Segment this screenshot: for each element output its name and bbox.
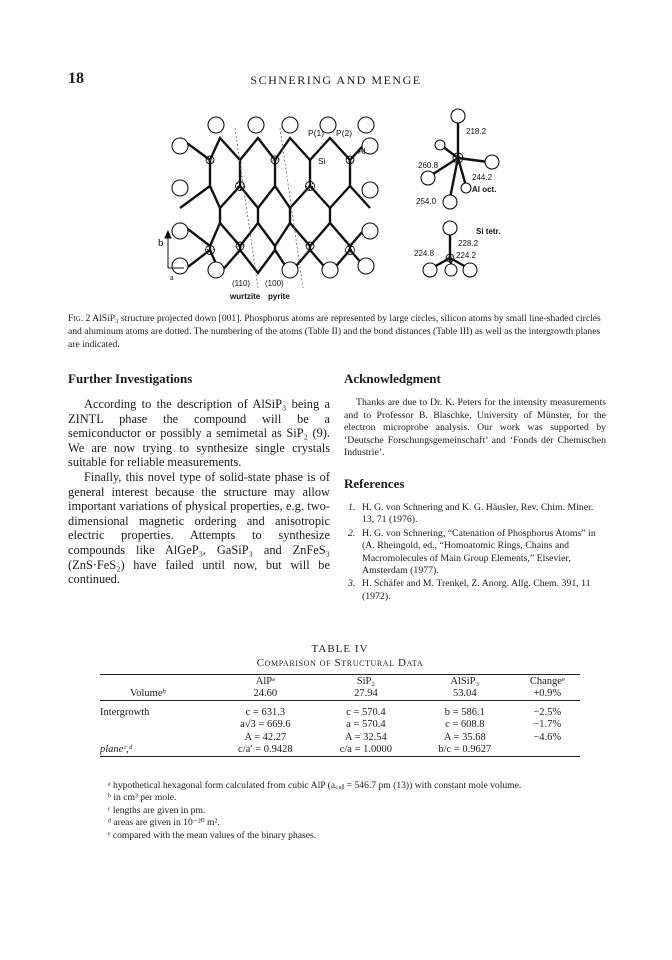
paragraph-1: According to the description of AlSiP₃ being a ZINTL phase the compound will be a semiconductor or possibly a semimetal as SiP₂ (9). We are now trying to synthesize single crystals suitable for reliable measurements. bbox=[68, 397, 330, 470]
table-cell: −4.6% bbox=[533, 731, 562, 743]
acknowledgment-heading: Acknowledgment bbox=[344, 371, 441, 386]
table-cell: a = 570.4 bbox=[346, 719, 386, 731]
col-header: AlSiP₃ bbox=[450, 675, 480, 687]
row-label: Volumeᵇ bbox=[130, 688, 166, 700]
table-cell: c/a′ = 0.9428 bbox=[238, 744, 293, 756]
footnote: ᶜ lengths are given in pm. bbox=[108, 804, 206, 816]
dist-254: 254.0 bbox=[416, 197, 437, 206]
table-cell: c/a = 1.0000 bbox=[339, 744, 393, 756]
label-p1: P(1) bbox=[308, 128, 325, 138]
table-cell bbox=[515, 744, 580, 757]
table-iv bbox=[100, 643, 580, 757]
dist-228: 228.2 bbox=[458, 239, 479, 248]
footnote: ᵃ hypothetical hexagonal form calculated from cubic AlP (a꜀ᵤᵦ = 546.7 pm (13)) with constant mole volume. bbox=[108, 780, 522, 791]
silicon-atoms bbox=[206, 156, 354, 250]
further-investigations-heading: Further Investigations bbox=[68, 371, 193, 386]
comparison-table bbox=[100, 675, 580, 756]
wurtzite-label: wurtzite bbox=[230, 292, 261, 301]
table-cell: 24.60 bbox=[253, 688, 278, 700]
page-number: 18 bbox=[68, 70, 84, 87]
plane-110-label: (110) bbox=[232, 279, 251, 288]
pyrite-label: pyrite bbox=[268, 292, 290, 301]
row-label: planeᶜ,ᵈ bbox=[100, 744, 132, 756]
table-cell: A = 42.27 bbox=[244, 731, 287, 743]
plane-100-label: (100) bbox=[265, 279, 284, 288]
figure-caption-label: Fig. 2 bbox=[68, 313, 91, 324]
table-cell: c = 631.3 bbox=[245, 706, 286, 718]
reference-number: 1. bbox=[348, 501, 356, 513]
table-cell: A = 35.68 bbox=[443, 731, 486, 743]
table-row bbox=[100, 688, 580, 701]
reference-number: 2. bbox=[348, 527, 356, 539]
row-label: Intergrowth bbox=[100, 706, 150, 718]
table-cell: a√3 = 669.6 bbox=[240, 719, 291, 731]
col-header: Changeᵉ bbox=[529, 675, 565, 687]
table-subtitle: Comparison of Structural Data bbox=[256, 657, 424, 669]
label-si: Si bbox=[318, 156, 326, 166]
table-header-row bbox=[100, 675, 580, 688]
right-column bbox=[344, 371, 606, 604]
table-cell: 27.94 bbox=[354, 688, 378, 700]
axis-label-a: a bbox=[170, 273, 174, 282]
figure-caption-text: AlSiP₃ structure projected down [001]. Phosphorus atoms are represented by large circles, silicon atoms by small line-shaded circles and aluminum atoms are dotted. The numbering of the atoms (Table II) and the bond distances (Table III) as well as the intergrowth planes are indicated. bbox=[68, 313, 601, 350]
table-cell: −2.5% bbox=[533, 706, 562, 718]
reference-number: 3. bbox=[348, 578, 356, 590]
footnote: ᵉ compared with the mean values of the binary phases. bbox=[108, 829, 317, 841]
table-row bbox=[100, 731, 580, 744]
table-footnotes bbox=[100, 780, 600, 842]
footnote: ᵈ areas are given in 10⁻²⁰ m². bbox=[108, 817, 220, 829]
dist-2242: 224.2 bbox=[456, 251, 477, 260]
table-row bbox=[100, 706, 580, 719]
table-cell: c = 608.8 bbox=[445, 719, 485, 731]
figure-caption bbox=[68, 312, 604, 351]
table-cell: −1.7% bbox=[533, 719, 562, 731]
dist-260: 260.8 bbox=[418, 161, 439, 170]
reference-item bbox=[344, 528, 606, 578]
footnote: ᵇ in cm³ per mole. bbox=[108, 792, 177, 804]
label-al: Al bbox=[358, 146, 366, 156]
dist-218: 218.2 bbox=[466, 127, 487, 136]
running-title: SCHNERING AND MENGE bbox=[250, 73, 422, 87]
table-row bbox=[100, 744, 580, 757]
table-cell: b = 586.1 bbox=[444, 706, 485, 718]
table-row bbox=[100, 719, 580, 732]
reference-text: H. G. von Schnering and K. G. Häusler, Rev. Chim. Miner. 13, 71 (1976). bbox=[362, 501, 594, 526]
reference-text: H. G. von Schnering, “Catenation of Phosphorus Atoms” in (A. Rheingold, ed., “Homoatomic Rings, Chains and Macromolecules of Main Group Elements,” Elsevier, Amsterdam (1977). bbox=[362, 527, 596, 576]
acknowledgment-text: Thanks are due to Dr. K. Peters for the intensity measurements and to Professor B. Blaschke, University of Münster, for the electron microprobe analysis. Our work was supported by ‘Deutsche Forschungsgemeinschaft’ and ‘Fonds der Chemischen Industrie’. bbox=[344, 397, 606, 459]
reference-list bbox=[344, 502, 606, 603]
dist-2248: 224.8 bbox=[414, 249, 435, 258]
structure-figure bbox=[140, 98, 540, 306]
table-cell: +0.9% bbox=[533, 688, 562, 700]
dist-244: 244.2 bbox=[472, 173, 493, 182]
col-header: AlPᵃ bbox=[255, 675, 275, 687]
table-cell: b/c = 0.9627 bbox=[438, 744, 492, 756]
table-cell: A = 32.54 bbox=[344, 731, 387, 743]
label-p2: P(2) bbox=[336, 128, 353, 138]
table-cell: c = 570.4 bbox=[346, 706, 386, 718]
table-bottom-rule bbox=[100, 756, 580, 757]
reference-text: H. Schäfer and M. Trenkel, Z. Anorg. Allg. Chem. 391, 11 (1972). bbox=[362, 578, 591, 602]
paragraph-2: Finally, this novel type of solid-state phase is of general interest because the structure may allow important variations of physical properties, e.g. two-dimensional magnetic ordering and anisotropic electric properties. Attempts to synthesize compounds like AlGeP₃, GaSiP₃ and ZnFeS₃ (ZnS·FeS₂) have failed until now, but will be continued. bbox=[68, 469, 330, 587]
col-header: SiP₂ bbox=[356, 675, 376, 687]
reference-item bbox=[344, 578, 606, 603]
references-heading: References bbox=[344, 475, 405, 491]
table-title: TABLE IV bbox=[311, 643, 369, 655]
axis-label-b: b bbox=[158, 237, 164, 249]
table-cell: 53.04 bbox=[453, 688, 477, 700]
reference-item bbox=[344, 502, 606, 527]
left-column bbox=[68, 371, 330, 587]
si-tetr-label: Si tetr. bbox=[476, 227, 501, 236]
al-oct-label: Al oct. bbox=[472, 185, 497, 194]
